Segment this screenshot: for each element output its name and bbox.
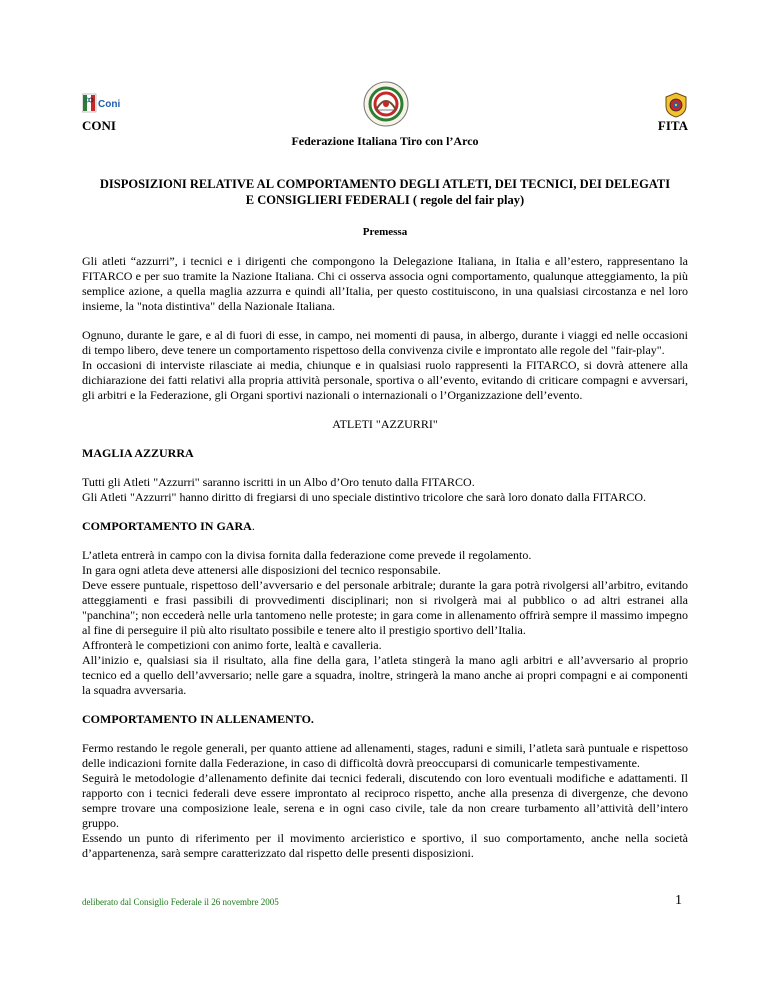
gara-heading-dot: . <box>251 519 255 533</box>
coni-logo-text: Coni <box>98 99 121 110</box>
gara-heading-block <box>82 519 688 534</box>
gara-paragraph-5: All’inizio e, qualsiasi sia il risultato, alla fine della gara, l’atleta stingerà la mano agli arbitri e all’avversario al proprio tecnico ed a quello dell’avversario; nelle gare a squadra, inoltre, stringerà la mano anche ai propri compagni e ai componenti la squadra avversaria. <box>82 653 688 697</box>
atleti-heading: ATLETI "AZZURRI" <box>332 417 438 431</box>
gara-paragraph-3: Deve essere puntuale, rispettoso dell’avversario e del personale arbitrale; durante la gara potrà rivolgersi all’arbitro, evitando atteggiamenti e frasi passibili di provvedimenti disciplinari; non si rivolgerà mai al pubblico o ad altri estranei alla "panchina"; non eccederà nelle urla tantomeno nelle proteste; in gara come in allenamento offrirà sempre il massimo impegno al fine di perseguire il più alto risultato possibile e tenere alto il prestigio sportivo dell’Italia. <box>82 578 688 637</box>
fitarco-emblem-icon <box>362 80 410 128</box>
premessa-heading: Premessa <box>362 226 408 238</box>
gara-paragraph-1: L’atleta entrerà in campo con la divisa fornita dalla federazione come prevede il regolamento. <box>82 548 532 562</box>
document-title-line1: DISPOSIZIONI RELATIVE AL COMPORTAMENTO DEGLI ATLETI, DEI TECNICI, DEI DELEGATI <box>99 177 671 191</box>
allenamento-paragraph-3: Essendo un punto di riferimento per il movimento arcieristico e sportivo, il suo comportamento, anche nella società d’appartenenza, sarà sempre caratterizzato dal rispetto delle presenti disposizioni. <box>82 831 688 860</box>
federation-name: Federazione Italiana Tiro con l’Arco <box>291 134 479 148</box>
page-number: 1 <box>675 893 682 908</box>
allenamento-heading: COMPORTAMENTO IN ALLENAMENTO. <box>82 712 314 726</box>
gara-paragraph-2: In gara ogni atleta deve attenersi alle disposizioni del tecnico responsabile. <box>82 563 441 577</box>
gara-heading: COMPORTAMENTO IN GARA <box>82 519 252 533</box>
coni-label: CONI <box>82 118 116 133</box>
document-title-line2: E CONSIGLIERI FEDERALI ( regole del fair play) <box>245 193 525 207</box>
premessa-paragraph-3: In occasioni di interviste rilasciate ai media, chiunque e in qualsiasi ruolo rappresenti la FITARCO, si dovrà attenere alla dichiarazione dei fatti relativi alla propria attività personale, sportiva o all’evento, evitando di criticare compagni e avversari, gli arbitri e la Federazione, gli Organi sportivi nazionali o internazionali o l’Organizzazione dell’evento. <box>82 358 688 402</box>
fita-label: FITA <box>657 118 688 133</box>
premessa-paragraph-2: Ognuno, durante le gare, e al di fuori di esse, in campo, nei momenti di pausa, in albergo, durante i viaggi ed nelle occasioni di tempo libero, deve tenere un comportamento rispettoso della convivenza civile e improntato alle regole del "fair-play". <box>82 328 688 357</box>
maglia-heading: MAGLIA AZZURRA <box>82 446 194 460</box>
document-body <box>82 176 688 861</box>
footer-note: deliberato dal Consiglio Federale il 26 novembre 2005 <box>82 897 279 907</box>
allenamento-paragraph-2: Seguirà le metodologie d’allenamento definite dai tecnici federali, discutendo con loro eventuali modifiche e adattamenti. Il rapporto con i tecnici federali deve essere improntato al reciproco rispetto, anche alla presenza di divergenze, che devono sempre trovare una composizione leale, serena e in ogni caso civile, tale da non creare turbamento all’attività dell’intero gruppo. <box>82 771 688 830</box>
gara-paragraph-4: Affronterà le competizioni con animo forte, lealtà e cavalleria. <box>82 638 382 652</box>
fita-emblem-icon <box>664 92 688 118</box>
maglia-paragraph-1: Tutti gli Atleti "Azzurri" saranno iscritti in un Albo d’Oro tenuto dalla FITARCO. <box>82 475 475 489</box>
allenamento-paragraph-1: Fermo restando le regole generali, per quanto attiene ad allenamenti, stages, raduni e simili, l’atleta sarà puntuale e rispettoso delle indicazioni fornite dalla Federazione, in caso di difficoltà dovrà preoccuparsi di comunicarle tempestivamente. <box>82 741 688 770</box>
maglia-paragraph-2: Gli Atleti "Azzurri" hanno diritto di fregiarsi di uno speciale distintivo tricolore che sarà loro donato dalla FITARCO. <box>82 490 647 504</box>
document-title <box>82 176 688 208</box>
coni-logo <box>82 92 124 114</box>
premessa-paragraph-1: Gli atleti “azzurri”, i tecnici e i dirigenti che compongono la Delegazione Italiana, in Italia e all’estero, rappresentano la FITARCO e per suo tramite la Nazione Italiana. Chi ci osserva associa ogni comportamento, qualunque atteggiamento, la più semplice azione, a quella maglia azzurra e quindi all’Italia, per questo costituiscono, in una qualsiasi circostanza e nel loro insieme, la "nota distintiva" della Nazionale Italiana. <box>82 254 688 313</box>
letterhead <box>82 80 688 150</box>
